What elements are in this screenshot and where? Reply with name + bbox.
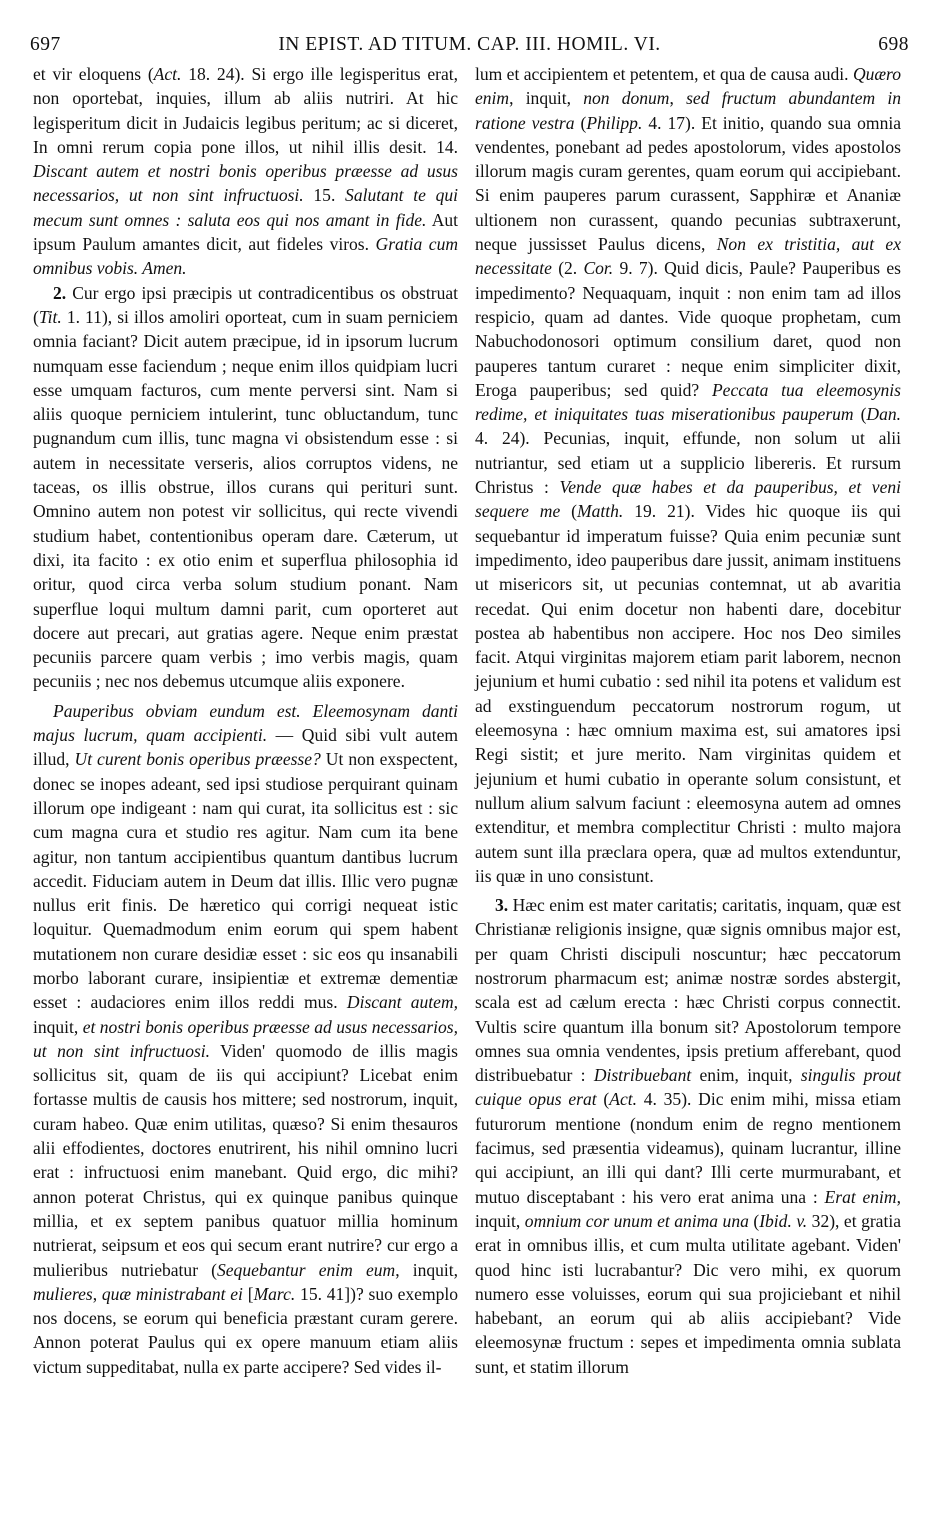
text-run: lum et accipientem et petentem, et qua de causa audi. bbox=[475, 64, 853, 84]
text-run: enim, inquit, bbox=[691, 1065, 801, 1086]
paragraph bbox=[475, 62, 901, 888]
text-run: 32), et gratia erat in omnibus illis, et cum multa utilitate agebant. Viden' quod hinc isti lucrabantur? Dic vero mihi, ex quorum numero esse voluisses, eorum qui sua projiciebant et nihil habebant, an eorum qui ab aliis accipiebant? Vide eleemosynæ fructum : sepes et impedimenta omnia sublata sunt, et statim illorum bbox=[475, 1210, 901, 1377]
italic-text: Tit. bbox=[38, 306, 62, 327]
italic-text: singulis prout cuique opus erat bbox=[475, 1065, 901, 1110]
page-header bbox=[30, 34, 909, 60]
text-run: 1. 11), si illos amoliri oporteat, cum in suam perniciem omnia faciant? Dicit autem præcipue, id in ipsorum lucrum numquam esse faciendum ; neque enim illos quidpiam lucri esse umquam facturos, cum mente perversi sint. Nam si aliis quoque perniciem intulerint, tunc obluctandum, tunc pugnandum cum illis, tunc magna vi obsistendum esse : si autem in necessitate verseris, alios corruptos videns, ne taceas, os illis obstrue, illos curans qui perituri sunt. Omnino autem non potest vir sollicitus, qui recte vivendi studium habet, contentionibus operam dare. Cæterum, ut dixi, ita facito : ex otio enim et superflua philosophia id oritur, quod circa verba solum studium ponant. Nam superflue loqui multum damni parit, cum oporteret aut docere aut precari, aut gratias agere. Neque enim præstat pecuniis parcere quam verbis ; imo verbis magis, quam pecuniis ; nec nos debemus utcumque aliis exponere. bbox=[33, 306, 458, 692]
text-run: (2. bbox=[551, 258, 584, 279]
italic-text: Matth. bbox=[577, 501, 624, 522]
text-run: , bbox=[669, 88, 687, 109]
italic-text: Act. bbox=[609, 1089, 637, 1110]
text-run: ( bbox=[853, 404, 867, 425]
text-run: inquit, bbox=[33, 1016, 83, 1037]
italic-text: Dan. bbox=[866, 404, 901, 425]
text-run: et vir eloquens ( bbox=[33, 64, 154, 84]
italic-text: Ibid. v. bbox=[759, 1210, 808, 1231]
text-run: 4. 24). Pecunias, inquit, effunde, non solum ut alii nutriantur, sed etiam ut a supplicio libereris. Et rursum Christus : bbox=[475, 428, 901, 498]
paragraph bbox=[33, 62, 458, 281]
text-run: 18. 24). Si ergo ille legisperitus erat, non oportebat, inquies, illum ab aliis nutriri. At hic legisperitum dicit in Judaicis legibus peritum; ac si diceret, In omni rerum copia pone illos, ut nihil illis desit. 14. bbox=[33, 64, 458, 157]
page-number-right: 698 bbox=[878, 34, 909, 55]
italic-text: Vende quæ habes et da pauperibus, et veni sequere me bbox=[475, 477, 901, 522]
italic-text: Non ex tristitia, aut ex necessitate bbox=[475, 234, 901, 279]
right-column bbox=[475, 62, 901, 1379]
italic-text: quæ ministrabant ei bbox=[101, 1283, 243, 1304]
page-number-left: 697 bbox=[30, 34, 61, 55]
paragraph bbox=[33, 281, 458, 694]
text-run: Viden' quomodo de illis magis sollicitus sit, quam de iis qui accipiunt? Licebat enim fortasse multis de causis hos mittere; sed nostrorum, inquit, curam habeo. Quæ enim utilitas, quæso? Si enim thesauros alii effodientes, doctores enutrirent, his nihil omnino lucri erat : infructuosi enim manebant. Quid ergo, dic mihi? annon poterat Christus, qui ex quinque panibus quinque millia, et ex septem panibus quatuor millia hominum nutrierat, seipsum et eos qui secum erant nutrire? cur ergo a mulieribus nutriebatur ( bbox=[33, 1040, 458, 1280]
text-run: , bbox=[92, 1283, 102, 1304]
section-number: 3. bbox=[495, 895, 509, 916]
italic-text: omnium cor unum et anima una bbox=[524, 1210, 749, 1231]
text-run: , inquit, bbox=[509, 88, 584, 109]
running-title: IN EPIST. AD TITUM. CAP. III. HOMIL. VI. bbox=[278, 34, 661, 55]
section-number: 2. bbox=[53, 282, 67, 303]
italic-text: Cor. bbox=[583, 258, 614, 279]
text-run: Hæc enim est mater caritatis; caritatis, inquam, quæ est Christianæ religionis insigne, quæ signis omnibus major est, per quam Christi discipuli noscuntur; hæc peccatorum nostrorum pharmacum est; animæ nostræ sordes abstergit, scala est ad cælum erecta : hæc Christi corpus connectit. Vultis scire quantum illa bonum sit? Apostolorum tempore omnes sua omnia vendentes, ipsis pretium afferebant, quod distribuebatur : bbox=[475, 895, 901, 1086]
text-run: 19. 21). Vides hic quoque iis qui sequebantur id imperatum fuisse? Quia enim pecuniæ sunt impedimento, ideo pauperibus dare jussit, animam instituens ut misericors sit, ut pecunias contemnat, ut ab avaritia recedat. Qui enim docetur non habenti dare, docebitur postea ab habentibus non accipere. Hoc nos Deo similes facit. Atqui virginitas majorem etiam parit laborem, necnon jejunium et humi cubatio : sed nihil ita potens et validum est ad exstinguendum peccatorum nostrorum rogum, ut eleemosyna : hæc omnium maxima est, sui amatores ipsi Regi sistit; et jure merito. Nam virginitas quidem et jejunium et humi cubatio in operante solum consistunt, et nullum alium salvum faciunt : eleemosyna autem ad omnes extenditur, et membra complectitur Christi : multo majora autem sunt illa præclara opera, quæ ad multos extenduntur, iis quæ in uno consistunt. bbox=[475, 501, 901, 886]
italic-text: mulieres bbox=[33, 1283, 93, 1304]
paragraph bbox=[33, 699, 458, 1379]
text-run: Ut non exspectent, donec se inopes adeant, sed ipsi studiose perquirant quinam illorum ope indigeant : nam qui curat, ita sollicitus est : sic cum magna cura et studio res agitur. Nam cum ita bene agitur, non tantum accipientibus quantum dantibus lucrum accedit. Fiduciam autem in Deum dat illis. Illic vero pugnæ nullus erit finis. De hæretico qui corrigi nequeat istic loquitur. Quemadmodum enim eorum qui spem habent mutationem non curare desidiæ esset : sic eos qu insanabili morbo laborant curare, insipientiæ et extremæ dementiæ esset : audaciores enim illos reddi mus. bbox=[33, 749, 458, 1013]
italic-text: Act. bbox=[153, 64, 182, 84]
text-run: , inquit, bbox=[475, 1186, 901, 1231]
italic-text: Erat enim bbox=[824, 1186, 897, 1207]
italic-text: Sequebantur enim eum bbox=[217, 1259, 396, 1280]
italic-text: Salutant te qui mecum sunt omnes : saluta eos qui nos amant in fide. bbox=[33, 185, 458, 230]
italic-text: Gratia cum omnibus vobis. Amen. bbox=[33, 234, 458, 279]
text-run: , inquit, bbox=[395, 1259, 458, 1280]
italic-text: Peccata tua eleemosynis redime, et iniquitates tuas miserationibus pauperum bbox=[475, 379, 901, 425]
text-run: 15. 41])? suo exemplo nos docens, se eorum qui beneficia præstant curam gerere. Annon poterat Paulus qui ex opere manuum etiam aliis victum suppeditabat, nulla ex parte accipere? Sed vides il- bbox=[33, 1283, 458, 1377]
text-run: [ bbox=[242, 1283, 254, 1304]
text-run: 4. 35). Dic enim mihi, missa etiam futurorum mentione (nondum enim de regno mentionem facimus, sed præsentia videamus), quinam lucrantur, illine qui accipiunt, an illi qui dant? Illi certe murmurabant, et mutuo disceptabant : his vero erat anima una : bbox=[475, 1089, 901, 1207]
paragraph bbox=[475, 893, 901, 1379]
text-run: ( bbox=[574, 112, 587, 133]
italic-text: Philipp. bbox=[586, 112, 643, 133]
text-run: ( bbox=[560, 501, 578, 522]
italic-text: et nostri bonis operibus præesse ad usus necessarios, ut non sint infructuosi. bbox=[33, 1016, 458, 1061]
italic-text: sed fructum abundantem in ratione vestra bbox=[475, 88, 901, 133]
text-run: 9. 7). Quid dicis, Paule? Pauperibus es impedimento? Nequaquam, inquit : non enim tam ad illos respicio, quam ad dantes. Vide quoque prophetam, cum Nabuchodonosori optimum consilium daret, quod non pauperes tantum curaret : neque enim simpliciter dixit, Eroga pauperibus; sed quid? bbox=[475, 258, 901, 400]
italic-text: Discant autem, bbox=[346, 992, 458, 1013]
text-run: ( bbox=[748, 1210, 760, 1231]
text-run: 15. bbox=[303, 185, 346, 206]
italic-text: Marc. bbox=[253, 1283, 296, 1304]
text-run: Aut ipsum Paulum amantes dicit, aut fideles viros. bbox=[33, 209, 458, 255]
italic-text: Ut curent bonis operibus præesse? bbox=[74, 749, 321, 770]
italic-text: non donum bbox=[583, 88, 670, 109]
italic-text: Distribuebant bbox=[593, 1065, 692, 1086]
text-run: Cur ergo ipsi præcipis ut contradicentibus os obstruat ( bbox=[33, 282, 458, 327]
italic-text: Discant autem et nostri bonis operibus præesse ad usus necessarios, ut non sint infructuosi. bbox=[33, 161, 458, 206]
text-run: — Quid sibi vult autem illud, bbox=[33, 725, 458, 770]
italic-text: Quæro enim bbox=[475, 64, 901, 109]
left-column bbox=[33, 62, 458, 1379]
text-run: ( bbox=[596, 1089, 610, 1110]
text-run: 4. 17). Et initio, quando sua omnia vendentes, ponebant ad pedes apostolorum, vides apostolos illorum magis curam gerentes, quam eorum qui accipiebant. Si enim pauperes parum curassent, Sapphiræ et Ananiæ ultionem non curassent, quando pecunias subtraxerunt, neque jussisset Paulus dicens, bbox=[475, 112, 901, 255]
italic-text: Pauperibus obviam eundum est. Eleemosynam danti majus lucrum, quam accipienti. bbox=[33, 700, 458, 746]
